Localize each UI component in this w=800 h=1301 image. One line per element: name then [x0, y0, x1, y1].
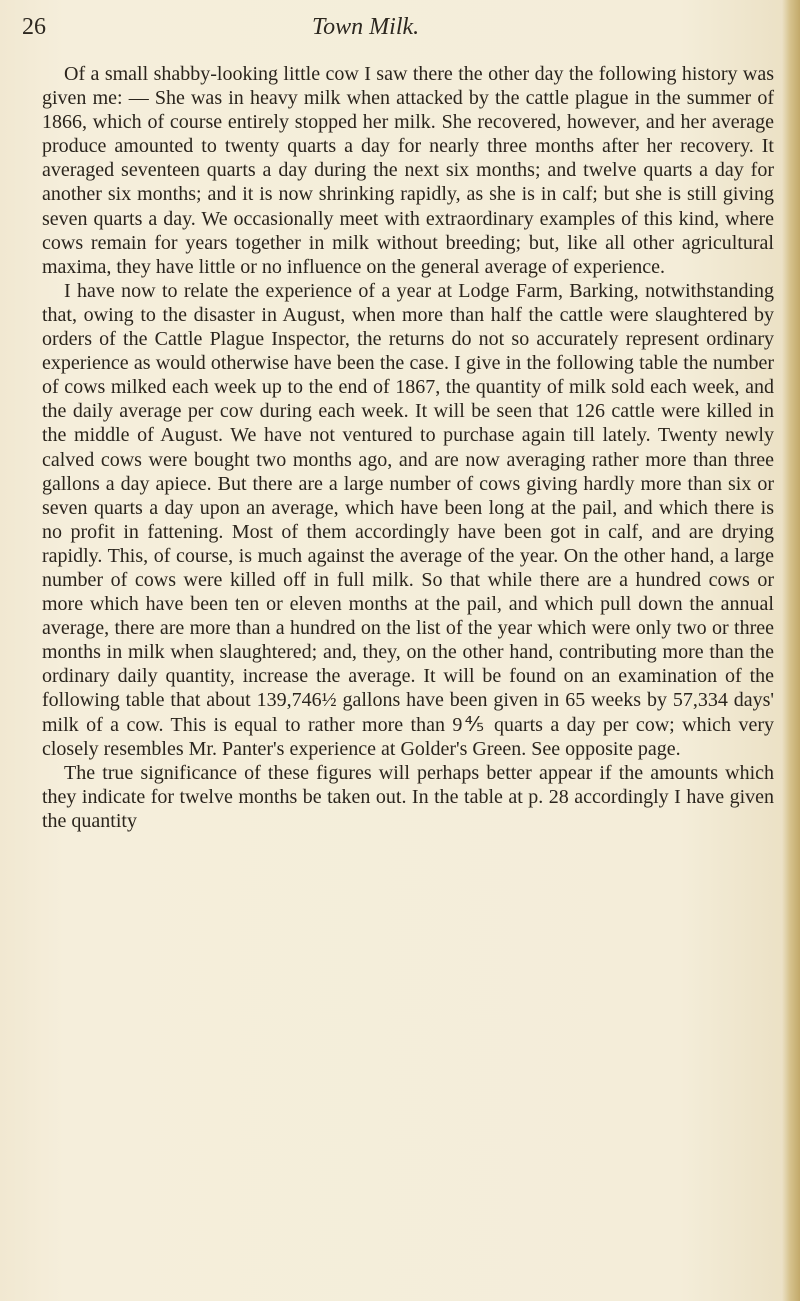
body-text	[42, 62, 774, 833]
page-header	[22, 14, 782, 48]
page-edge	[782, 0, 800, 1301]
paragraph-significance: The true significance of these figures will perhaps better appear if the amounts which they indicate for twelve months be taken out. In the table at p. 28 accordingly I have given the quantity	[42, 761, 774, 832]
running-title: Town Milk.	[312, 14, 420, 40]
paragraph-lodge-farm: I have now to relate the experience of a year at Lodge Farm, Barking, notwithstanding that, owing to the disaster in August, when more than half the cattle were slaughtered by orders of the Cattle Plague Inspector, the returns do not so accurately represent ordinary experience as would otherwise have been the case. I give in the following table the number of cows milked each week up to the end of 1867, the quantity of milk sold each week, and the daily average per cow during each week. It will be seen that 126 cattle were killed in the middle of August. We have not ventured to purchase again till lately. Twenty newly calved cows were bought two months ago, and are now averaging rather more than three gallons a day apiece. But there are a large number of cows giving hardly more than six or seven quarts a day upon an average, which have been long at the pail, and which there is no profit in fattening. Most of them accordingly have been got in calf, and are drying rapidly. This, of course, is much against the average of the year. On the other hand, a large number of cows were killed off in full milk. So that while there are a hundred cows or more which have been ten or eleven months at the pail, and which pull down the annual average, there are more than a hundred on the list of the year which were only two or three months in milk when slaughtered; and, they, on the other hand, contributing more than the ordinary daily quantity, increase the average. It will be found on an examination of the following table that about 139,746½ gallons have been given in 65 weeks by 57,334 days' milk of a cow. This is equal to rather more than 9⅘ quarts a day per cow; which very closely resembles Mr. Panter's experience at Golder's Green. See opposite page.	[42, 279, 774, 760]
paragraph-cow-history: Of a small shabby-looking little cow I saw there the other day the following history was given me: — She was in heavy milk when attacked by the cattle plague in the summer of 1866, which of course entirely stopped her milk. She recovered, however, and her average produce amounted to twenty quarts a day for nearly three months after her recovery. It averaged seventeen quarts a day during the next six months; and twelve quarts a day for another six months; and it is now shrinking rapidly, as she is in calf; but she is still giving seven quarts a day. We occasionally meet with extraordinary examples of this kind, where cows remain for years together in milk without breeding; but, like all other agricultural maxima, they have little or no influence on the general average of experience.	[42, 63, 774, 278]
page-number: 26	[22, 14, 46, 40]
